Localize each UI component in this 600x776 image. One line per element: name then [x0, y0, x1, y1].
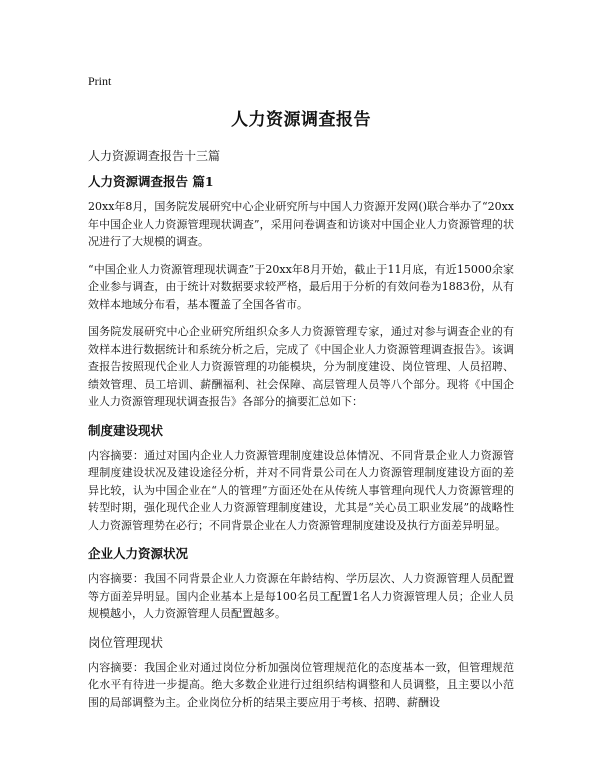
section-paragraph-position: 内容摘要：我国企业对通过岗位分析加强岗位管理规范化的态度基本一致，但管理规范化水平有待进一步提高。绝大多数企业进行过组织结构调整和人员调整，且主要以小范围的局部调整为主。企业岗位分析的结果主要应用于考核、招聘、薪酬设 — [88, 660, 514, 709]
subtitle: 人力资源调查报告十三篇 — [88, 149, 221, 163]
section-paragraph-system: 内容摘要：通过对国内企业人力资源管理制度建设总体情况、不同背景企业人力资源管理制度建设状况及建设途径分析，并对不同背景公司在人力资源管理制度建设方面的差异比较，认为中国企业在“人的管理”方面还处在从传统人事管理向现代人力资源管理的转型时期，强化现代企业人力资源管理制度建设，尤其是“关心员工职业发展”的战略性人力资源管理势在必行；不同背景企业在人力资源管理制度建设及执行方面差异明显。 — [88, 448, 514, 532]
print-link[interactable]: Print — [88, 74, 112, 88]
page-title: 人力资源调查报告 — [231, 110, 371, 130]
section-heading-system: 制度建设现状 — [88, 422, 164, 438]
section-heading-hr-status: 企业人力资源状况 — [88, 546, 189, 561]
section-paragraph-hr-status: 内容摘要：我国不同背景企业人力资源在年龄结构、学历层次、人力资源管理人员配置等方面差异明显。国内企业基本上是每100名员工配置1名人力资源管理人员；企业人员规模越小，人力资源管理人员配置越多。 — [88, 572, 514, 620]
article-paragraph-1: 20xx年8月，国务院发展研究中心企业研究所与中国人力资源开发网()联合举办了“20xx年中国企业人力资源管理现状调查”，采用问卷调查和访谈对中国企业人力资源管理的状况进行了大规模的调查。 — [88, 200, 515, 248]
section-heading-position: 岗位管理现状 — [88, 634, 164, 650]
article-paragraph-2: “中国企业人力资源管理现状调查”于20xx年8月开始，截止于11月底，有近15000余家企业参与调查，由于统计对数据要求较严格，最后用于分析的有效问卷为1883份，从有效样本地域分布看，基本覆盖了全国各省市。 — [88, 262, 514, 311]
article-heading: 人力资源调查报告 篇1 — [88, 174, 214, 189]
article-paragraph-3: 国务院发展研究中心企业研究所组织众多人力资源管理专家，通过对参与调查企业的有效样本进行数据统计和系统分析之后，完成了《中国企业人力资源管理调查报告》。该调查报告按照现代企业人力资源管理的功能模块，分为制度建设、岗位管理、人员招聘、绩效管理、员工培训、薪酬福利、社会保障、高层管理人员等八个部分。现将《中国企业人力资源管理现状调查报告》各部分的摘要汇总如下： — [88, 325, 514, 408]
